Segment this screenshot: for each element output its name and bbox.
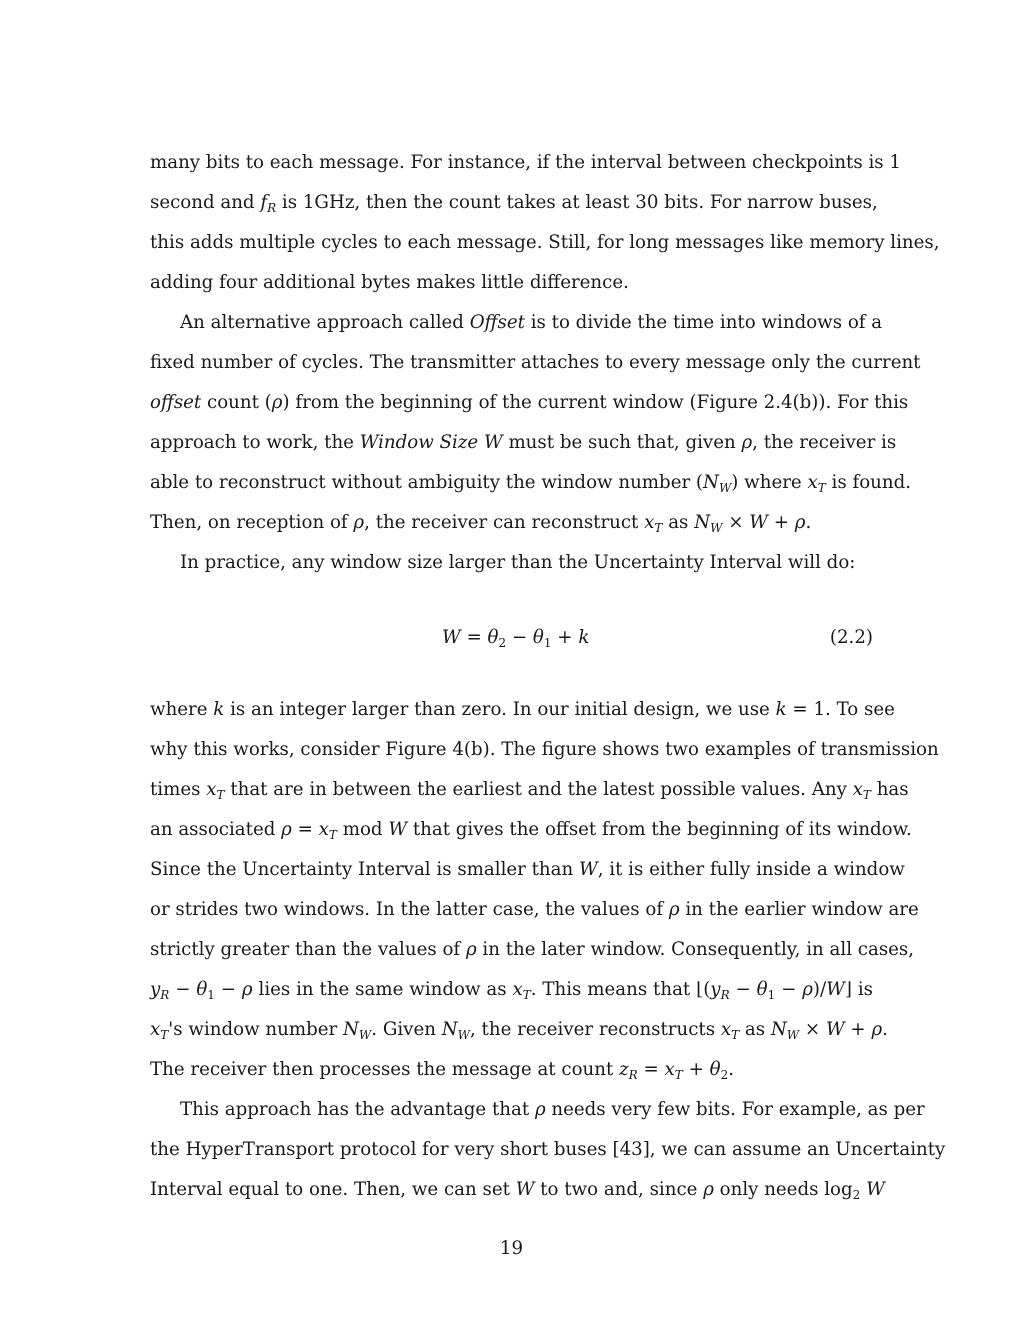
text-line: offset count (ρ) from the beginning of the current window (Figure 2.4(b)). For this [150, 392, 909, 413]
text-line: or strides two windows. In the latter case, the values of ρ in the earlier window are [150, 899, 919, 920]
text-line: Interval equal to one. Then, we can set W to two and, since ρ only needs $\log_2 W$ [150, 1179, 885, 1202]
text-line: An alternative approach called Offset is to divide the time into windows of a [180, 312, 883, 333]
text-line: strictly greater than the values of ρ in the later window. Consequently, in all cases, [150, 939, 915, 960]
equation-number: (2.2) [829, 627, 873, 648]
text-line: many bits to each message. For instance, if the interval between checkpoints is 1 [150, 152, 901, 173]
text-line: In practice, any window size larger than the Uncertainty Interval will do: [180, 552, 856, 573]
text-line: able to reconstruct without ambiguity the window number $(N_W)$ where $x_T$ is found. [150, 472, 911, 495]
text-line: This approach has the advantage that ρ needs very few bits. For example, as per [180, 1099, 925, 1120]
equation-body: $W = \theta_2 - \theta_1 + k$ [442, 627, 590, 650]
text-line: $x_T's$ window number $N_W$. Given $N_W$, the receiver reconstructs $x_T$ as $N_W \times W + \rho$. [150, 1019, 888, 1042]
text-line: the HyperTransport protocol for very short buses [43], we can assume an Uncertainty [150, 1139, 946, 1160]
text-line: this adds multiple cycles to each message. Still, for long messages like memory lines, [150, 232, 940, 253]
document-page [150, 0, 946, 1325]
text-line: Since the Uncertainty Interval is smaller than W, it is either fully inside a window [150, 859, 905, 880]
text-line: an associated $\rho = x_T$ mod W that gives the offset from the beginning of its window. [150, 819, 912, 842]
text-line: Then, on reception of ρ, the receiver can reconstruct $x_T$ as $N_W \times W + \rho$. [150, 512, 812, 535]
text-line: approach to work, the Window Size W must be such that, given ρ, the receiver is [150, 432, 897, 453]
equation [150, 626, 873, 650]
text-line: second and $f_R$ is 1GHz, then the count takes at least 30 bits. For narrow buses, [150, 192, 878, 215]
page-number: 19 [499, 1238, 524, 1259]
text-line: why this works, consider Figure 4(b). The figure shows two examples of transmission [150, 739, 939, 760]
text-line: adding four additional bytes makes little difference. [150, 272, 629, 293]
text-line: times $x_T$ that are in between the earliest and the latest possible values. Any $x_T$ has [150, 779, 909, 802]
text-line: The receiver then processes the message at count $z_R = x_T + \theta_2$. [150, 1059, 734, 1082]
text-line: where k is an integer larger than zero. In our initial design, we use k = 1. To see [150, 699, 895, 720]
text-line: fixed number of cycles. The transmitter attaches to every message only the current [150, 352, 921, 373]
text-line: $y_R - \theta_1 - \rho$ lies in the same window as $x_T$. This means that $⌊(y_R - \theta_1$ − ρ)/W⌋ is [150, 979, 873, 1002]
